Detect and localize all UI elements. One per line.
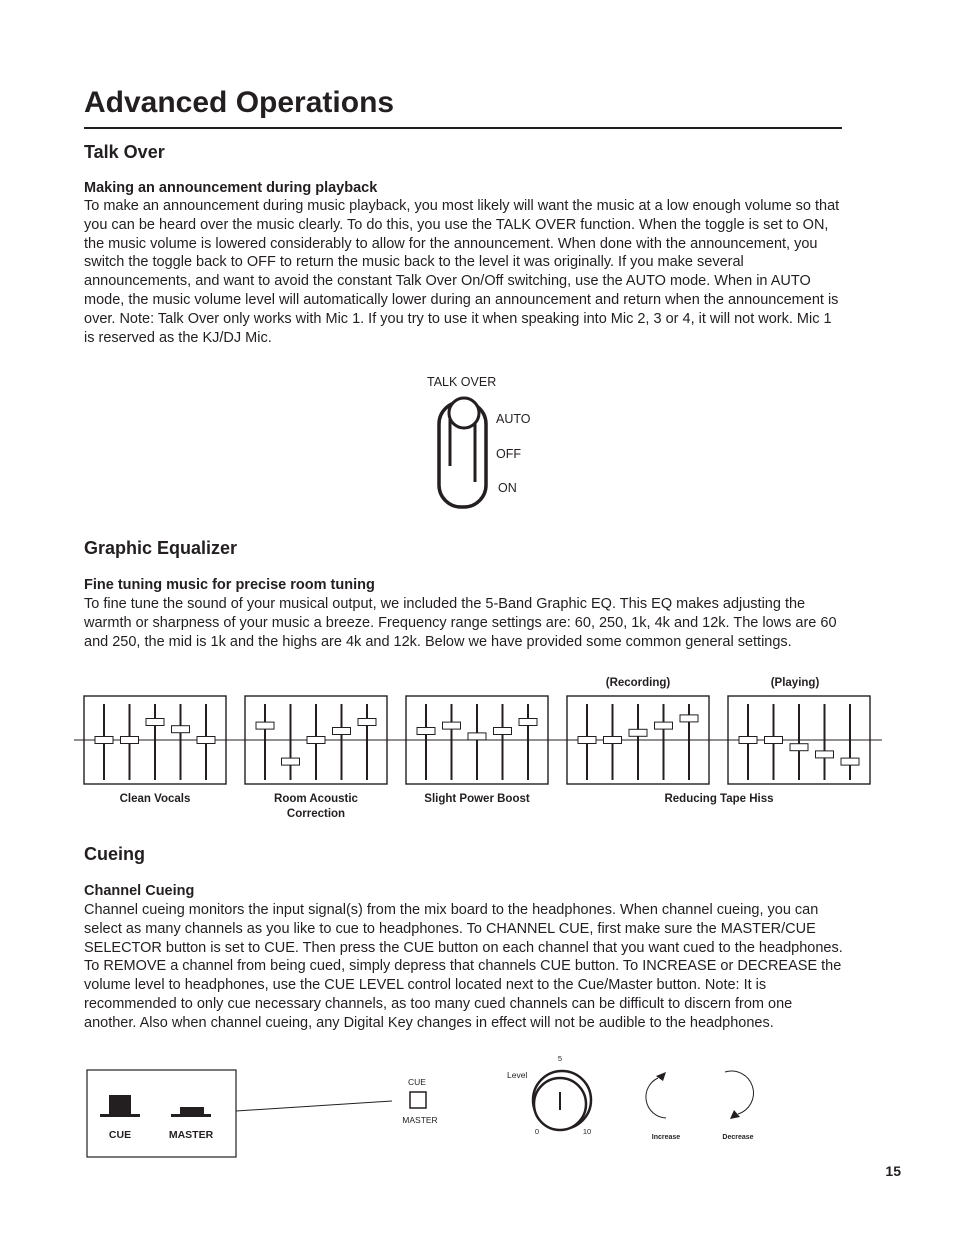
eq-slider-handle[interactable] [739,737,757,744]
switch-cue-label: CUE [408,1077,426,1087]
eq-slider-handle[interactable] [121,737,139,744]
knob-mid-label: 5 [557,1054,563,1063]
switch-master-label: MASTER [402,1115,438,1125]
eq-slider-handle[interactable] [655,722,673,729]
graphic-eq-subheading: Fine tuning music for precise room tuning [84,577,375,593]
knob-min-label: 0 [534,1127,540,1136]
talk-over-diagram-label: TALK OVER [427,375,497,389]
decrease-arrow-icon [725,1071,753,1114]
eq-slider-handle[interactable] [256,722,274,729]
eq-slider-handle[interactable] [358,719,376,726]
eq-slider-handle[interactable] [172,726,190,733]
talk-over-subheading: Making an announcement during playback [84,180,378,196]
eq-label-slight-power: Slight Power Boost [424,793,530,805]
eq-label-reducing-hiss: Reducing Tape Hiss [664,793,774,805]
eq-slider-handle[interactable] [680,715,698,722]
talk-over-toggle-diagram [420,370,560,512]
eq-label-room-acoustic: Room Acoustic Correction [274,793,358,820]
eq-slider-handle[interactable] [307,737,325,744]
page-number: 15 [885,1163,901,1179]
eq-label-clean-vocals: Clean Vocals [119,793,191,805]
eq-slider-handle[interactable] [816,751,834,758]
increase-arrow-icon [646,1078,666,1118]
cueing-body: Channel cueing monitors the input signal(s) from the mix board to the headphones. When channel cueing, you can select as many channels as you like to cue to headphones. To CHANNEL CUE, first make sure the MASTER/CUE SELECTOR button is set to CUE. Then press the CUE button on each channel that you want cued to the headphones. To REMOVE a channel from being cued, simply depress that channels CUE button. To INCREASE or DECREASE the volume level to headphones, use the CUE LEVEL control located next to the Cue/Master button. Note: It is recommended to only cue necessary channels, as too many cued channels can be difficult to discern from one another. Also when channel cueing, any Digital Key changes in effect will not be audible to the headphones. [84,902,843,1031]
increase-arrowhead-icon [656,1072,666,1081]
toggle-position-off: OFF [496,447,521,461]
eq-slider-handle[interactable] [519,719,537,726]
callout-line [236,1101,392,1111]
eq-slider-handle[interactable] [841,758,859,765]
cue-master-switch[interactable] [410,1092,426,1108]
eq-header-recording: (Recording) [605,677,671,689]
eq-slider-handle[interactable] [443,722,461,729]
eq-slider-handle[interactable] [790,744,808,751]
title-rule [84,127,842,129]
graphic-eq-body: To fine tune the sound of your musical output, we included the 5-Band Graphic EQ. This EQ makes adjusting the warmth or sharpness of your music a breeze. Frequency range settings are: 60, 250, 1k, 4k and 12k. The lows are 60 and 250, the mid is 1k and the highs are 4k and 12k. Below we have provided some common general settings. [84,596,837,650]
knob-max-label: 10 [582,1127,592,1136]
eq-slider-handle[interactable] [146,719,164,726]
eq-header-playing: (Playing) [770,677,820,689]
talk-over-body: To make an announcement during music playback, you most likely will want the music at a low enough volume so that you can be heard over the music clearly. To do this, you use the TALK OVER function. When the toggle is set to ON, the music volume is lowered considerably to allow for the announcement. When done with the announcement, you switch the toggle back to OFF to return the music back to the level it was originally. If you make several announcements, and want to avoid the constant Talk Over On/Off switching, use the AUTO mode. When in AUTO mode, the music volume level will automatically lower during an announcement and return when the announcement is over. Note: Talk Over only works with Mic 1. If you try to use it when speaking into Mic 2, 3 or 4, it will not work. Mic 1 is reserved as the KJ/DJ Mic. [84,198,840,346]
page-title: Advanced Operations [84,86,395,119]
eq-slider-handle[interactable] [95,737,113,744]
master-selector-label: MASTER [168,1129,214,1141]
decrease-label: Decrease [722,1134,754,1141]
eq-slider-handle[interactable] [197,737,215,744]
cue-selector-label: CUE [108,1129,132,1141]
eq-slider-handle[interactable] [765,737,783,744]
eq-slider-handle[interactable] [282,758,300,765]
eq-slider-handle[interactable] [604,737,622,744]
eq-slider-handle[interactable] [468,733,486,740]
decrease-arrowhead-icon [730,1110,740,1119]
cueing-subheading: Channel Cueing [84,883,195,899]
eq-slider-handle[interactable] [333,728,351,735]
eq-slider-handle[interactable] [629,729,647,736]
talk-over-heading: Talk Over [84,142,165,162]
eq-presets-diagram [70,690,890,790]
eq-slider-handle[interactable] [494,728,512,735]
increase-label: Increase [651,1134,681,1141]
cueing-diagram [80,1050,780,1165]
toggle-position-on: ON [498,481,517,495]
toggle-knob[interactable] [449,398,479,428]
knob-level-label: Level [507,1070,528,1080]
toggle-position-auto: AUTO [496,412,531,426]
eq-slider-handle[interactable] [417,728,435,735]
cueing-heading: Cueing [84,844,145,864]
eq-slider-handle[interactable] [578,737,596,744]
graphic-eq-heading: Graphic Equalizer [84,538,238,558]
